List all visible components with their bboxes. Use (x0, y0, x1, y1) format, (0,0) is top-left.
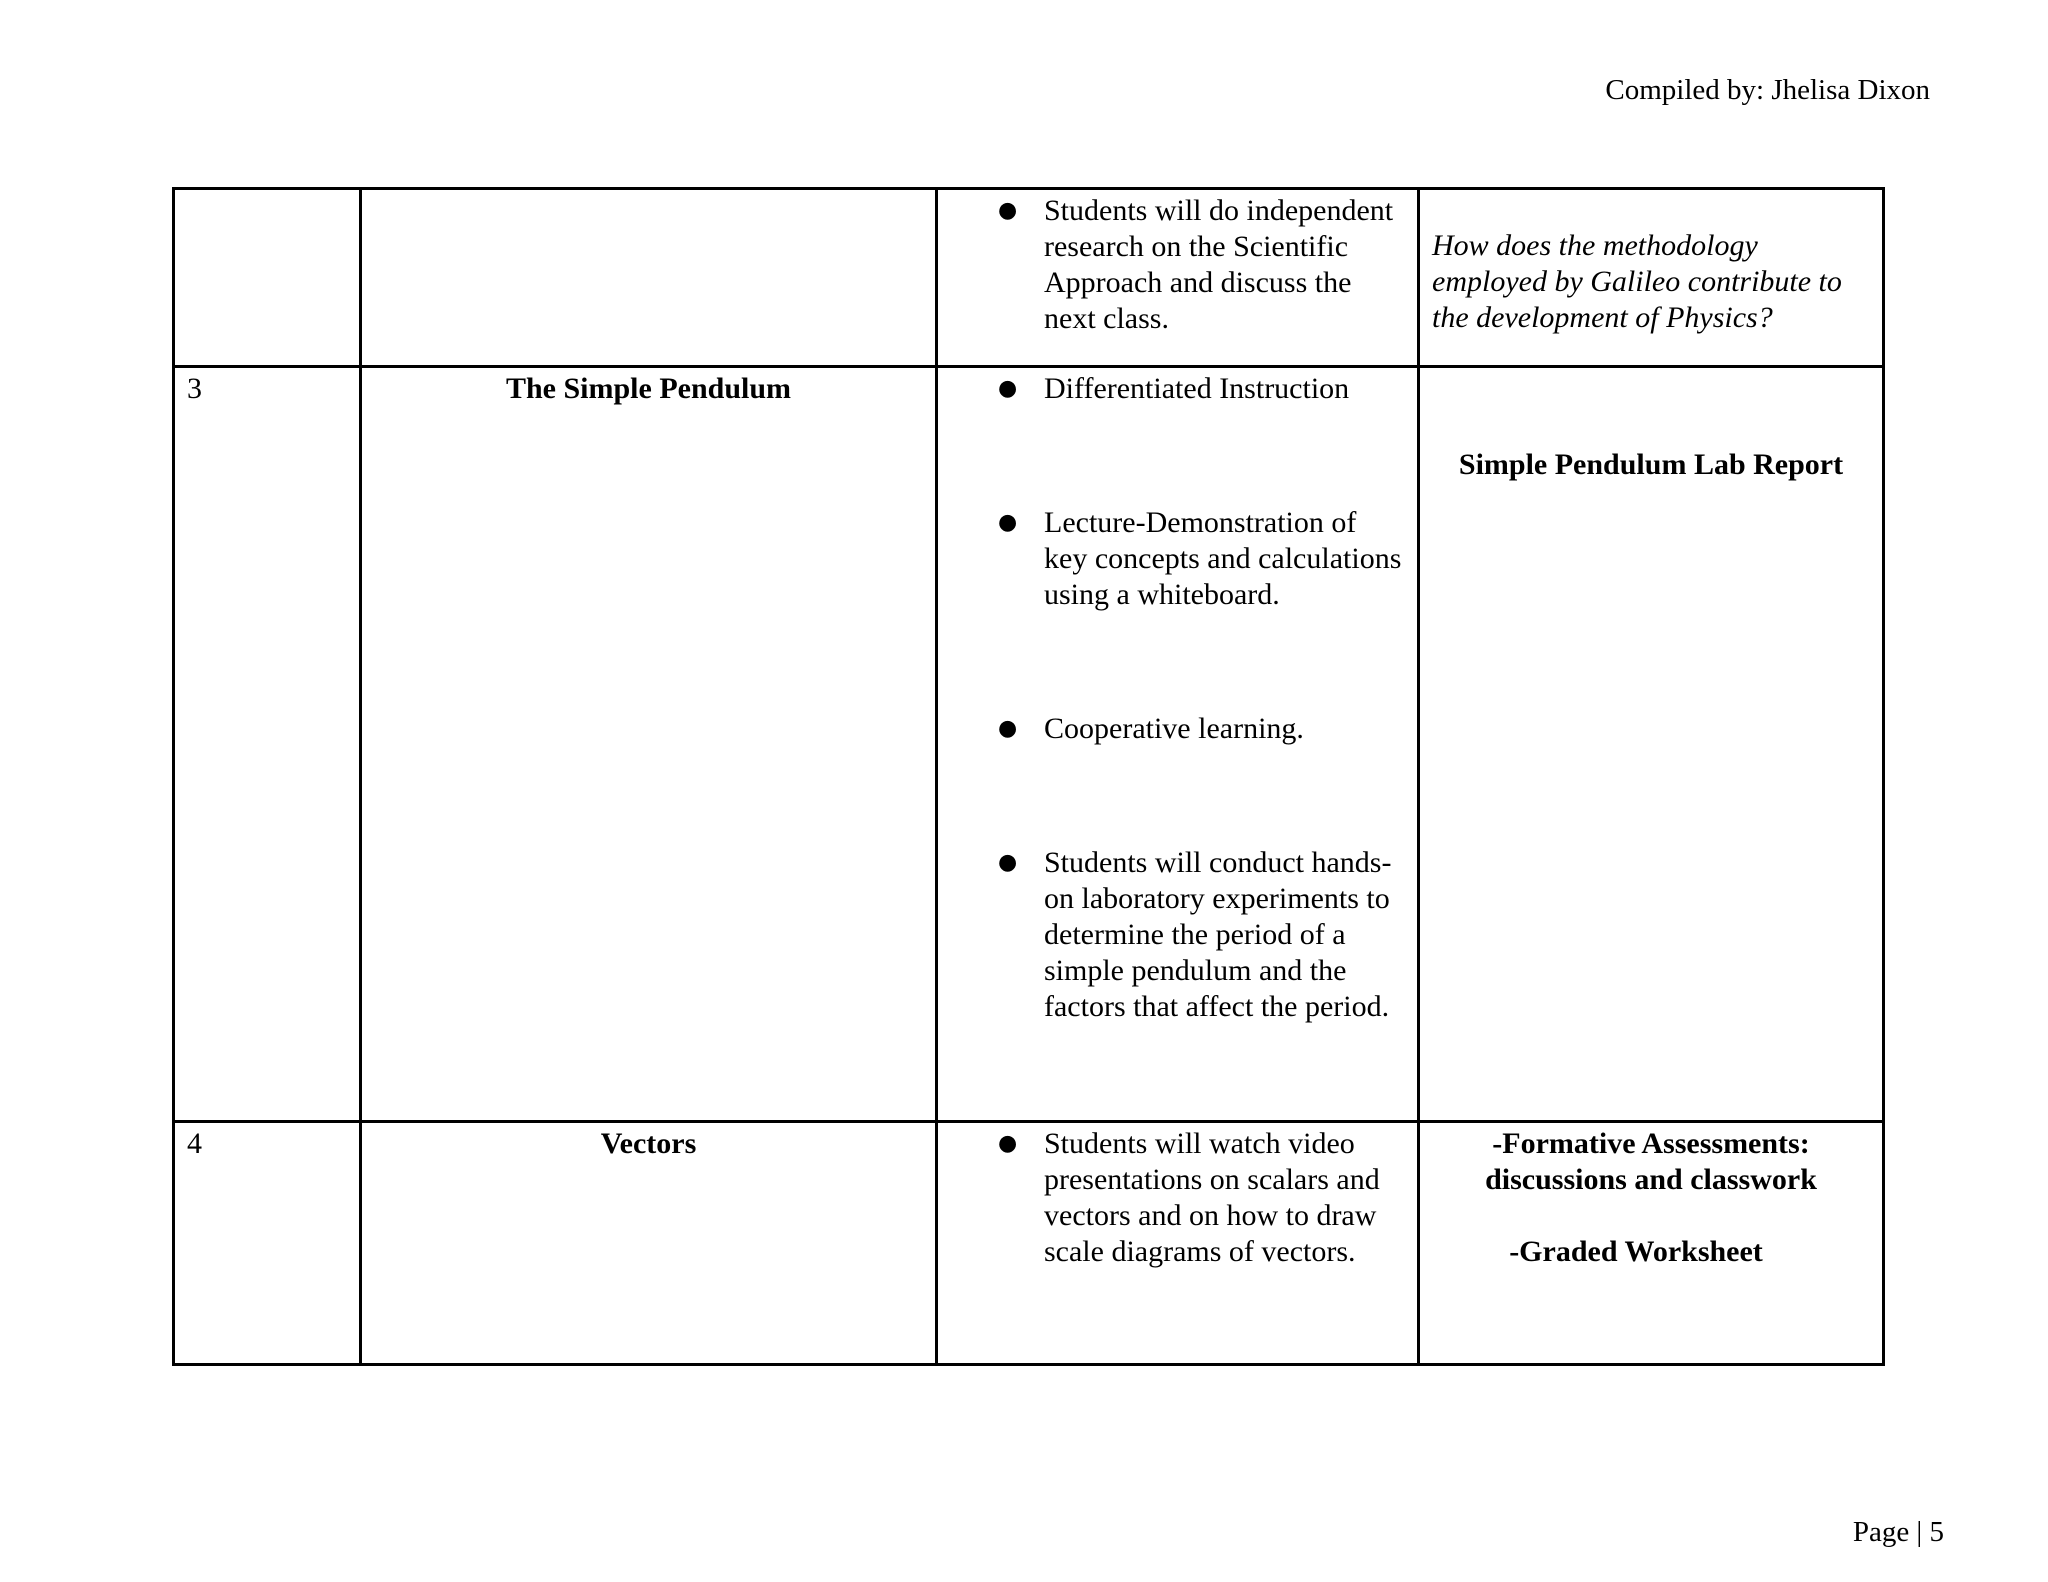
week-number: 4 (187, 1127, 202, 1160)
activities-cell (937, 189, 1419, 367)
page-number: Page | 5 (1852, 1516, 1944, 1548)
assessment-cell (1419, 367, 1884, 1122)
assessment-line: -Formative Assessments: (1492, 1127, 1810, 1160)
activities-list (938, 371, 1417, 1025)
activities-list (938, 193, 1417, 337)
activity-text: Students will do independent research on the Scientific Approach and discuss the next class. (1044, 194, 1394, 335)
activity-text: Differentiated Instruction (1044, 372, 1350, 405)
list-item (938, 505, 1417, 613)
list-item (938, 1126, 1417, 1270)
activity-text: Lecture-Demonstration of key concepts and calculations using a whiteboard. (1044, 506, 1402, 611)
topic-cell (361, 189, 937, 367)
topic-title: Vectors (600, 1127, 697, 1160)
activity-text: Students will watch video presentations on scalars and vectors and on how to draw scale diagrams of vectors. (1044, 1127, 1380, 1268)
assessment-cell (1419, 189, 1884, 367)
week-cell (174, 189, 361, 367)
bullet-icon: ● (998, 850, 1018, 875)
activity-text: Cooperative learning. (1044, 712, 1304, 745)
week-number: 3 (187, 372, 202, 405)
table-row (174, 189, 1884, 367)
bullet-icon: ● (998, 376, 1018, 401)
activities-cell (937, 367, 1419, 1122)
topic-title: The Simple Pendulum (505, 372, 792, 405)
lesson-plan-table (172, 187, 1885, 1366)
compiled-by-header: Compiled by: Jhelisa Dixon (1605, 74, 1930, 106)
assessment-question: How does the methodology employed by Galileo contribute to the development of Physics? (1432, 229, 1842, 334)
assessment-line: discussions and classwork (1485, 1163, 1817, 1196)
table-row (174, 367, 1884, 1122)
week-cell (174, 1122, 361, 1365)
assessment-cell (1419, 1122, 1884, 1365)
list-item (938, 371, 1417, 407)
activity-text: Students will conduct hands-on laboratory experiments to determine the period of a simple pendulum and the factors that affect the period. (1044, 846, 1392, 1023)
topic-cell (361, 367, 937, 1122)
list-item (938, 845, 1417, 1025)
activities-list (938, 1126, 1417, 1270)
bullet-icon: ● (998, 510, 1018, 535)
bullet-icon: ● (998, 1131, 1018, 1156)
week-cell (174, 367, 361, 1122)
list-item (938, 711, 1417, 747)
list-item (938, 193, 1417, 337)
table-row (174, 1122, 1884, 1365)
activities-cell (937, 1122, 1419, 1365)
bullet-icon: ● (998, 716, 1018, 741)
assessment-title: Simple Pendulum Lab Report (1458, 448, 1844, 481)
bullet-icon: ● (998, 198, 1018, 223)
topic-cell (361, 1122, 937, 1365)
assessment-line: -Graded Worksheet (1509, 1235, 1763, 1268)
